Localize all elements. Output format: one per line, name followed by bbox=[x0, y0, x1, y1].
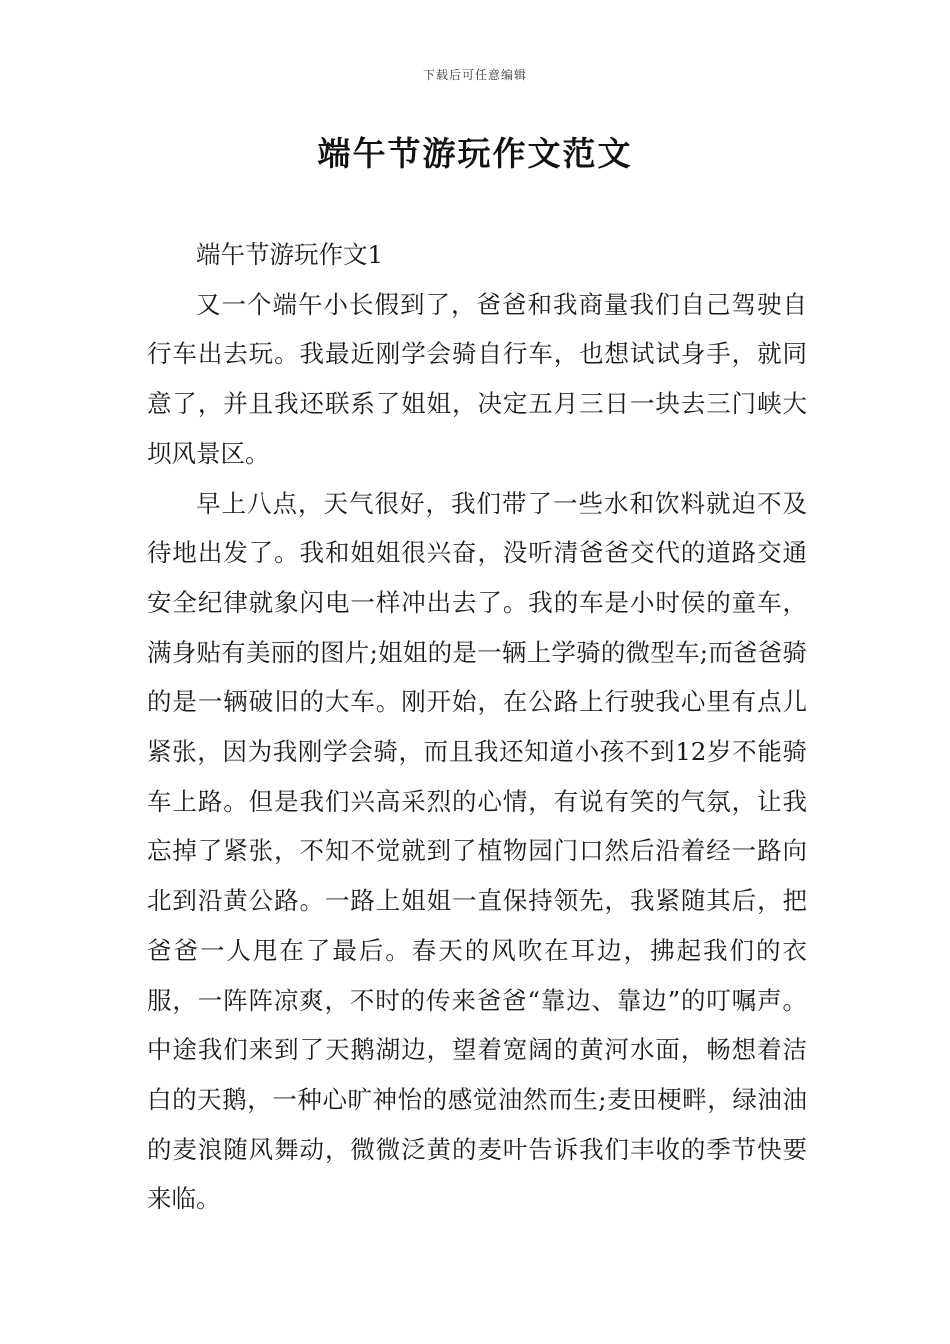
paragraph-1: 又一个端午小长假到了，爸爸和我商量我们自己驾驶自行车出去玩。我最近刚学会骑自行车，也想试试身手，就同意了，并且我还联系了姐姐，决定五月三日一块去三门峡大坝风景区。 bbox=[147, 289, 807, 468]
section-heading: 端午节游玩作文1 bbox=[196, 240, 384, 269]
header-note: 下载后可任意编辑 bbox=[422, 68, 527, 82]
paragraph-2: 早上八点，天气很好，我们带了一些水和饮料就迫不及待地出发了。我和姐姐很兴奋，没听清爸爸交代的道路交通安全纪律就象闪电一样冲出去了。我的车是小时侯的童车，满身贴有美丽的图片;姐姐的是一辆上学骑的微型车;而爸爸骑的是一辆破旧的大车。刚开始，在公路上行驶我心里有点儿紧张，因为我刚学会骑，而且我还知道小孩不到12岁不能骑车上路。但是我们兴高采烈的心情，有说有笑的气氛，让我忘掉了紧张，不知不觉就到了植物园门口然后沿着经一路向北到沿黄公路。一路上姐姐一直保持领先，我紧随其后，把爸爸一人甩在了最后。春天的风吹在耳边，拂起我们的衣服，一阵阵凉爽，不时的传来爸爸“靠边、靠边”的叮嘱声。中途我们来到了天鹅湖边，望着宽阔的黄河水面，畅想着洁白的天鹅，一种心旷神怡的感觉油然而生;麦田梗畔，绿油油的麦浪随风舞动，微微泛黄的麦叶告诉我们丰收的季节快要来临。 bbox=[147, 488, 807, 1214]
document-title: 端午节游玩作文范文 bbox=[317, 134, 633, 173]
document-body bbox=[147, 230, 807, 1224]
